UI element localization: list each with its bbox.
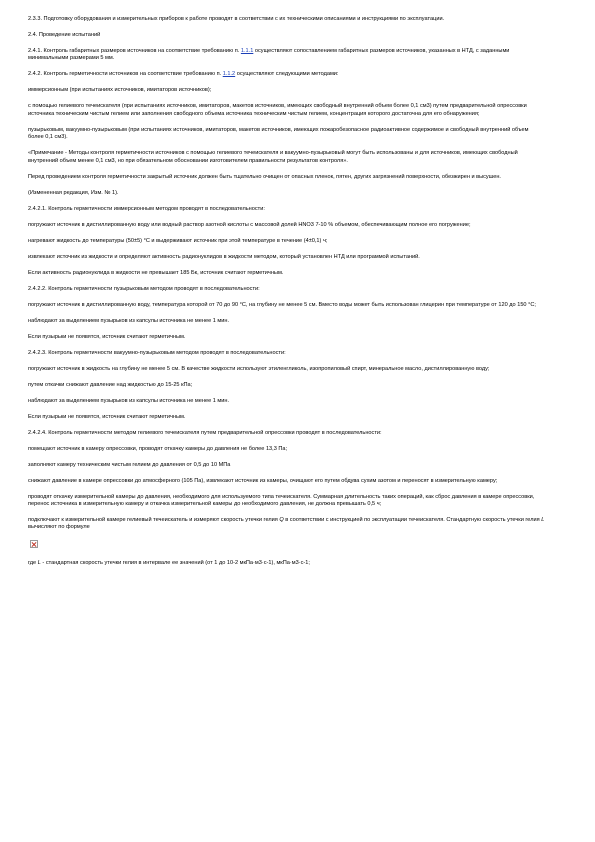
step-immerse-liquid: погружают источник в жидкость на глубину не менее 5 см. В качестве жидкости используют этиленгликоль, изопропиловый спирт, минеральное масло, дистиллированную воду; (28, 365, 490, 372)
step-connect-leak-detector (28, 517, 545, 532)
paragraph-2-4-2 (28, 71, 545, 78)
paragraph-text: вычисляют по формуле (28, 524, 90, 531)
result-immersion: Если активность радионуклида в жидкости не превышает 185 Бк, источник считают герметичным. (28, 269, 284, 276)
link-clause-1-1-1[interactable]: 1.1.1 (240, 48, 254, 54)
step-chamber-evacuate: помещают источник в камеру опрессовки, проводят откачку камеры до давления не более 13,3 Па; (28, 445, 288, 452)
amendment-note: (Измененная редакция, Изм. № 1). (28, 189, 119, 196)
cleaning-paragraph: Перед проведением контроля герметичности закрытый источник должен быть тщательно очищен от опасных пленок, пятен, других загрязнений поверхности, обезжирен и высушен. (28, 173, 501, 180)
step-observe-bubbles-vacuum: наблюдают за выделением пузырьков из капсулы источника не менее 1 мин. (28, 397, 230, 404)
method-helium: с помощью гелиевого течеискателя (при испытаниях источников, имитаторов, макетов источников, имеющих свободный внутренний объем более 0,1 см3) путем предварительной опрессовки источника техническим чистым гелием или заполнения свободного объема источника техническим чистым гелием, концентрация которого достаточна для его обнаружения; (28, 103, 527, 117)
symbol-q: Q (279, 517, 284, 524)
paragraph-text: в соответствии с инструкцией по эксплуатации течеискателя. Стандартную скорость утечки гелия (283, 517, 542, 524)
result-bubble: Если пузырьки не появятся, источник считают герметичным. (28, 333, 186, 340)
formula-image (28, 540, 545, 559)
step-measuring-chamber: проводят откачку измерительной камеры до давления, необходимого для используемого типа течеискателя. Суммарная длительность таких операций, как сброс давления в камере опрессовки, перенос источника в измерительную камеру и откачка измерительной камеры до необходимого давления, не должна превышать 0,5 ч; (28, 493, 535, 508)
broken-image-icon (30, 540, 38, 548)
step-observe-bubbles: наблюдают за выделением пузырьков из капсулы источника не менее 1 мин. (28, 317, 230, 324)
symbol-l: L (541, 517, 545, 524)
step-heat: нагревают жидкость до температуры (50±5) °С и выдерживают источник при этой температуре в течение (4±0,1) ч; (28, 237, 328, 244)
link-clause-1-1-2[interactable]: 1.1.2 (222, 71, 236, 78)
step-fill-helium: заполняют камеру техническим чистым гелием до давления от 0,5 до 10 МПа (28, 461, 231, 468)
step-extract: извлекают источник из жидкости и определяют активность радионуклидов в жидкости методом, который установлен НТД или программой испытаний. (28, 253, 420, 260)
note-paragraph: «Примечание - Методы контроля герметичности источников с помощью гелиевого течеискателя и вакуумно-пузырьковый могут быть использованы и для источников, имеющих свободный внутренний объем менее 0,1 см3, но при обязательном обосновании изготовителем правильности результатов контроля». (28, 150, 518, 164)
symbol-l: L (37, 559, 41, 566)
paragraph-2-4-2-4: 2.4.2.4. Контроль герметичности методом гелиевого течеискателя путем предварительной опрессовки проводят в последовательности: (28, 429, 382, 436)
section-heading-2-4: 2.4. Проведение испытаний (28, 32, 101, 38)
paragraph-text: где (28, 559, 38, 566)
paragraph-text: осуществляют следующими методами: (235, 71, 339, 78)
step-reduce-pressure: путем откачки снижают давление над жидкостью до 15-25 кПа; (28, 381, 193, 388)
paragraph-2-4-2-1: 2.4.2.1. Контроль герметичности иммерсионным методом проводят в последовательности: (28, 205, 265, 212)
formula-legend (28, 560, 545, 567)
paragraph-2-4-2-2: 2.4.2.2. Контроль герметичности пузырьковым методом проводят в последовательности: (28, 285, 260, 292)
step-immerse: погружают источник в дистиллированную воду или водный раствор азотной кислоты с массовой долей HNO3 7-10 % объемом, обеспечивающим полное его погружение; (28, 221, 471, 228)
paragraph-text: - стандартная скорость утечки гелия в интервале ее значений (от 1 до 10-2 мкПа·м3·с-1), мкПа·м3·с-1; (40, 559, 310, 566)
paragraph-2-3-3: 2.3.3. Подготовку оборудования и измерительных приборов к работе проводят в соответствии с их техническими описаниями и инструкциями по эксплуатации. (28, 16, 445, 22)
paragraph-text: 2.4.2. Контроль герметичности источников на соответствие требованию п. (28, 71, 223, 78)
paragraph-2-4-1 (28, 48, 545, 63)
method-bubble: пузырьковым, вакуумно-пузырьковым (при испытаниях источников, имитаторов, макетов источников, имеющих пожаробезопасное радиоактивное содержимое и свободный внутренний объем более 0,1 см3). (28, 126, 529, 141)
paragraph-text: осуществляют сопоставлением габаритных размеров источников, указанных в НТД, с заданными минимальными размерами 5 мм. (28, 48, 510, 62)
paragraph-text: 2.4.1. Контроль габаритных размеров источников на соответствие требованию п. (28, 48, 241, 54)
result-vacuum-bubble: Если пузырьки не появятся, источник считают герметичным. (28, 413, 186, 420)
method-immersion: иммерсионным (при испытаниях источников, имитаторов источников); (28, 87, 212, 94)
paragraph-2-4-2-3: 2.4.2.3. Контроль герметичности вакуумно-пузырьковым методом проводят в последовательности: (28, 349, 286, 356)
paragraph-text: подключают к измерительной камере гелиевый течеискатель и измеряют скорость утечки гелия (28, 517, 280, 524)
step-reduce-to-atmospheric: снижают давление в камере опрессовки до атмосферного (105 Па), извлекают источник из камеры, очищают его путем обдува сухим азотом и переносят в измерительную камеру; (28, 477, 498, 484)
step-immerse-water: погружают источник в дистиллированную воду, температура которой от 70 до 90 °С, на глубину не менее 5 см. Вместо воды может быть использован глицерин при температуре от 120 до 150 °С; (28, 301, 536, 308)
